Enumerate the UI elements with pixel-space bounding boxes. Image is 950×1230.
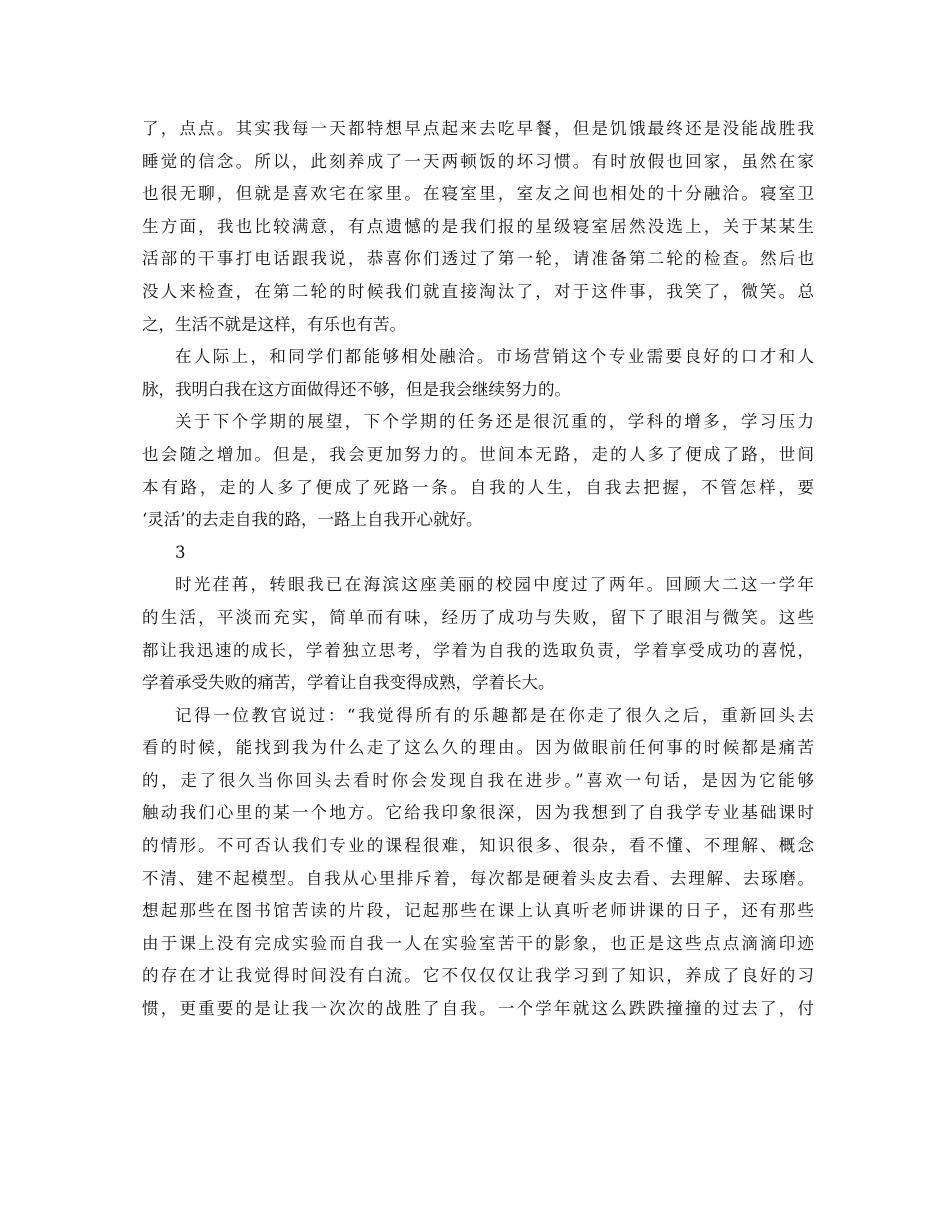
text-line: 惯，更重要的是让我一次次的战胜了自我。一个学年就这么跌跌撞撞的过去了，付: [142, 999, 814, 1019]
text-line: 的生活，平淡而充实，简单而有味，经历了成功与失败，留下了眼泪与微笑。这些: [142, 607, 814, 627]
paragraph-first-line: 时光荏苒，转眼我已在海滨这座美丽的校园中度过了两年。回顾大二这一学年: [175, 575, 814, 595]
text-line: 本有路，走的人多了便成了死路一条。自我的人生，自我去把握，不管怎样，要: [142, 477, 814, 497]
paragraph-first-line: 记得一位教官说过：“我觉得所有的乐趣都是在你走了很久之后，重新回头去: [175, 705, 814, 725]
paragraph-first-line: 在人际上，和同学们都能够相处融洽。市场营销这个专业需要良好的口才和人: [175, 347, 814, 367]
text-line: 也很无聊，但就是喜欢宅在家里。在寝室里，室友之间也相处的十分融洽。寝室卫: [142, 184, 814, 204]
text-line: 看的时候，能找到我为什么走了这么久的理由。因为做眼前任何事的时候都是痛苦: [142, 738, 814, 758]
text-line: 生方面，我也比较满意，有点遗憾的是我们报的星级寝室居然没选上，关于某某生: [142, 216, 814, 236]
text-line: 的情形。不可否认我们专业的课程很难，知识很多、很杂，看不懂、不理解、概念: [142, 836, 814, 856]
text-line: ‘灵活’的去走自我的路，一路上自我开心就好。: [142, 510, 483, 530]
text-line: 由于课上没有完成实验而自我一人在实验室苦干的影象，也正是这些点点滴滴印迹: [142, 933, 814, 953]
text-line: 学着承受失败的痛苦，学着让自我变得成熟，学着长大。: [142, 673, 555, 693]
text-line: 了，点点。其实我每一天都特想早点起来去吃早餐，但是饥饿最终还是没能战胜我: [142, 119, 814, 138]
text-line: 之，生活不就是这样，有乐也有苦。: [142, 314, 406, 334]
text-line: 脉，我明白我在这方面做得还不够，但是我会继续努力的。: [142, 379, 571, 399]
text-line: 睡觉的信念。所以，此刻养成了一天两顿饭的坏习惯。有时放假也回家，虽然在家: [142, 151, 814, 171]
text-line: 都让我迅速的成长，学着独立思考，学着为自我的选取负责，学着享受成功的喜悦，: [142, 640, 814, 660]
paragraph-first-line: 关于下个学期的展望，下个学期的任务还是很沉重的，学科的增多，学习压力: [175, 412, 814, 432]
text-line: 也会随之增加。但是，我会更加努力的。世间本无路，走的人多了便成了路，世间: [142, 444, 814, 464]
text-line: 的，走了很久当你回头去看时你会发现自我在进步。”喜欢一句话，是因为它能够: [142, 770, 814, 790]
document-page: [142, 113, 814, 1026]
text-line: 不清、建不起模型。自我从心里排斥着，每次都是硬着头皮去看、去理解、去琢磨。: [142, 868, 814, 888]
text-line: 的存在才让我觉得时间没有白流。它不仅仅仅让我学习到了知识，养成了良好的习: [142, 966, 814, 986]
text-line: 想起那些在图书馆苦读的片段，记起那些在课上认真听老师讲课的日子，还有那些: [142, 901, 814, 921]
text-line: 活部的干事打电话跟我说，恭喜你们透过了第一轮，请准备第二轮的检查。然后也: [142, 249, 814, 269]
text-line: 触动我们心里的某一个地方。它给我印象很深，因为我想到了自我学专业基础课时: [142, 803, 814, 823]
text-line: 没人来检查，在第二轮的时候我们就直接淘汰了，对于这件事，我笑了，微笑。总: [142, 281, 814, 301]
section-number: 3: [175, 542, 186, 562]
